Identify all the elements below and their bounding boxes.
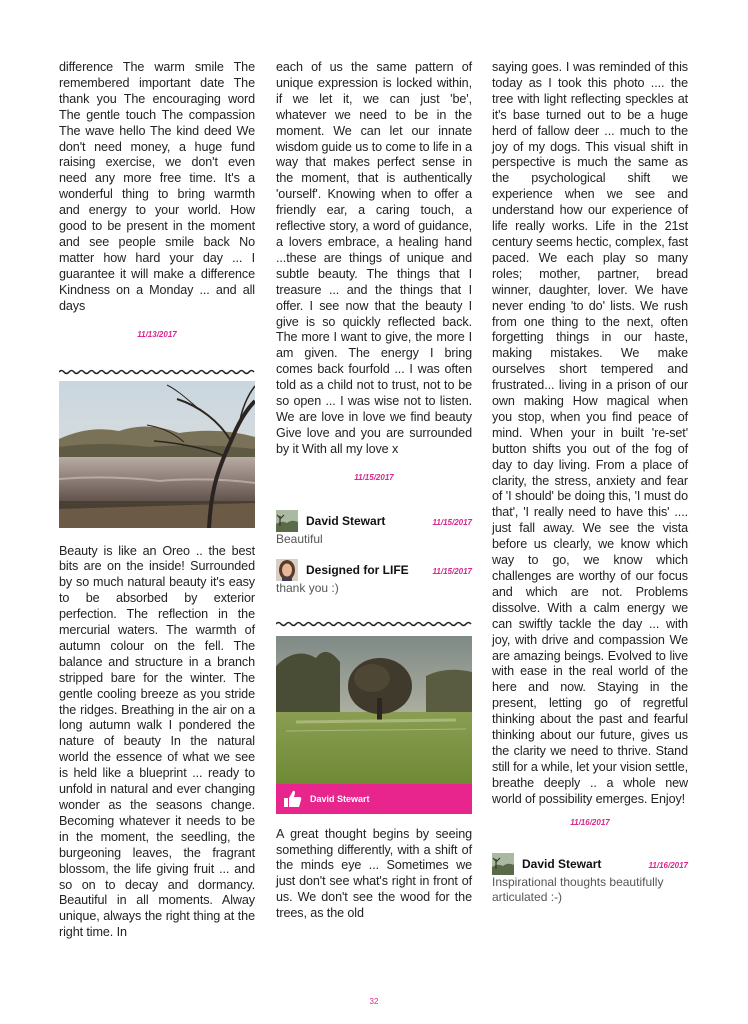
comment [276,559,472,596]
comment-date: 11/15/2017 [432,567,472,577]
comment-author[interactable]: Designed for LIFE [306,562,409,577]
post-text: saying goes. I was reminded of this today as I took this photo .... the tree with light reflecting speckles at it's base turned out to be a huge herd of fallow deer ... much to the joy of my dogs. This visual shift in perspective is much the same as the psychological shift we experience when we see and understand how our experience of life really works. Life in the 21st century seems hectic, complex, fast paced. We each play so many roles; mother, partner, bread winner, daughter, lover. We have never ending 'to do' lists. We rush from one thing to the next, often forgetting things in our haste, making mistakes. We make ourselves short tempered and frustrated... living in a prison of our own making How magical when you stop, when you find peace of mind. When your in built 're-set' button shifts you out of the fog of day to day living. From a place of clarity, the stress, anxiety and fear of 'I should' be doing this, 'I must do that', 'I really need to have this' .... just fall away. We see the vista before us clearly, we know which way to go, we know which challenges are worthy of our focus and which are not. Problems dissolve. With a calm energy we can swiftly tackle the day ... with joy, with drive and compassion We are amazing beings. Evolved to live with ease in the real world of the here and now. Staying in the present, letting go of regretful thinking about the past and fearful thinking about our future, gives us the clarity we need to thrive. Stand still for a while, let your vision settle, breathe deeply .. a whole new world of possibility emerges. Enjoy! [492,60,688,806]
avatar-woman-icon [276,559,298,581]
comment-text: Inspirational thoughts beautifully articulated :-) [492,874,664,904]
avatar-landscape-icon [492,853,514,875]
lake-tree-photo [59,381,255,528]
like-bar[interactable] [276,784,472,814]
avatar-landscape-icon [276,510,298,532]
post-date: 11/16/2017 [570,817,610,827]
column-3 [492,60,688,905]
post-text: difference The warm smile The remembered important date The thank you The encouraging word The gentle touch The compassion The wave hello The kind deed We don't need money, a huge fund raising exercise, we don't even need any more free time. It's a wonderful thing to bring warmth and energy to your world. How good to be present in the moment and see people smile back No matter how hard your day ... I guarantee it will make a difference Kindness on a Monday ... and all days [59,60,255,313]
post-date: 11/15/2017 [354,472,394,482]
comment [276,510,472,547]
wavy-divider [59,368,255,376]
column-1 [59,60,255,941]
comment [492,853,688,905]
wavy-divider [276,620,472,628]
comment-text: Beautiful [276,531,323,546]
post-text: each of us the same pattern of unique expression is locked within, if we let it, we can just 'be', whatever we need to be in the moment. We can let our innate wisdom guide us to come to life in a way that makes perfect sense in the moment, that is authentically 'ourself'. Knowing when to offer a friendly ear, a caring touch, a reflective story, a word of guidance, a lovers embrace, a healing hand ...these are things of unique and subtle beauty. The things that I treasure ... and the things that I offer. I see now that the beauty I give is so quickly reflected back. The more I want to give, the more I am given. The energy I bring comes back fourfold ... I was often told as a child not to trust, not to be so open ... I was wise not to listen. We are love in love we find beauty Give love and you are surrounded by it With all my love x [276,60,472,456]
thumbs-up-icon [282,788,304,810]
comment-date: 11/15/2017 [432,518,472,528]
post-date: 11/13/2017 [137,329,177,339]
comment-text: thank you :) [276,580,339,595]
post-text: Beauty is like an Oreo .. the best bits are on the inside! Surrounded by so much natural beauty it's easy to be absorbed by exterior perfection. The reflection in the mercurial waters. The warmth of autumn colour on the fell. The balance and structure in a branch stripped bare for the winter. The gentle cooling breeze as you stride the ridges. Breathing in the air on a long autumn walk I pondered the nature of beauty In the natural world the essence of what we see is held like a blueprint ... ready to unfold in natural and ever changing wonder as the seasons change. Becoming whatever it needs to be in the moment, the seedling, the burgeoning leaves, the fragrant blossom, the life giving fruit ... and so on to decay and dormancy. Beautiful in all moments. Alway unique, always the right thing at the right time. In [59,543,255,940]
comment-author[interactable]: David Stewart [306,513,386,528]
page-number: 32 [369,997,379,1006]
field-tree-photo [276,636,472,784]
comment-author[interactable]: David Stewart [522,856,602,871]
comment-date: 11/16/2017 [648,861,688,871]
column-2 [276,60,472,922]
like-author[interactable]: David Stewart [310,793,370,804]
post-text: A great thought begins by seeing something differently, with a shift of the minds eye ... Sometimes we just don't see what's right in front of us. We don't see the wood for the trees, as the old [276,826,472,921]
